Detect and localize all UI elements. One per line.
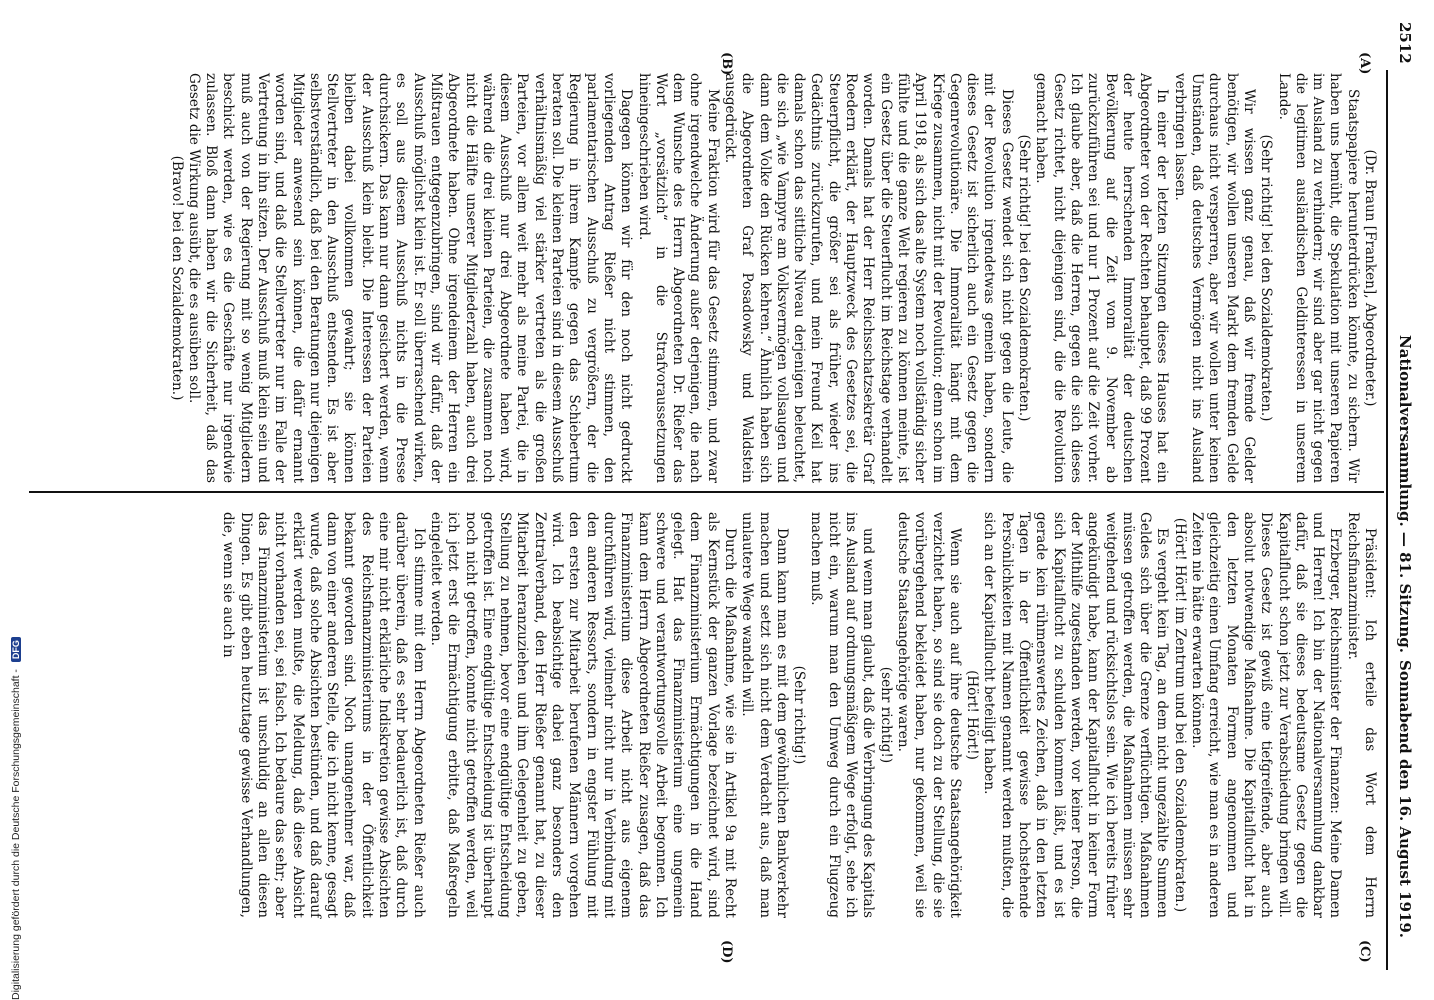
digitization-credit <box>10 570 22 1000</box>
paragraph: Wenn sie auch auf ihre deutsche Staatsangehörigkeit verzichtet haben, so sind sie doch zu der Stellung, die sie vorübergehend bekleidet haben, nur gekommen, weil sie deutsche Staatsangehörige waren. <box>894 512 963 918</box>
interjection: (Sehr richtig!) <box>791 665 808 765</box>
margin-mark-b: (B) <box>719 52 734 76</box>
paragraph: Präsident: Ich erteile das Wort dem Herrn Reichsfinanzminister. <box>1344 512 1378 918</box>
margin-mark-c: (C) <box>1357 940 1372 963</box>
paragraph: Meine Fraktion wird für das Gesetz stimmen, und zwar ohne irgendwelche Änderung außer derjenigen, die nach dem Wunsche des Herrn Abgeordneten Dr. Rießer das Wort „vorsätzlich“ in die Strafvoraussetzungen hineingeschrieben wird. <box>635 73 721 483</box>
paragraph: Es vergeht kein Tag, an dem nicht ungezählte Summen Geldes sich über die Grenze verflüchtigen. Maßnahmen müssen getroffen werden, die Maßnahmen müssen sehr weitgehend und rücksichtslos sein. Wie ich bereits früher angekündigt habe, kann der Kapitalflucht in keiner Form der Mithilfe zugestanden werden, vor keiner Person, die sich Kapitalflucht zu schulden kommen läßt, und es ist gerade kein rühmenswertes Zeichen, daß in den letzten Tagen in der Öffentlichkeit gewisse hochstehende Persönlichkeiten mit Namen genannt werden mußten, die sich an der Kapitalflucht beteiligt haben. <box>981 512 1171 918</box>
interjection: (Sehr richtig! bei den Sozialdemokraten.) <box>1258 134 1275 422</box>
paragraph: Wir wissen ganz genau, daß wir fremde Gelder benötigen, wir wollen unseren Markt dem fremden Gelde durchaus nicht versperren, aber wir wollen unter keinen Umständen, daß deutsches Vermögen nicht ins Ausland verbringen lassen. <box>1171 73 1257 483</box>
column-divider <box>29 491 1384 493</box>
margin-mark-d: (D) <box>719 940 734 964</box>
credit-text: Digitalisierung gefördert durch die Deutsche Forschungsgemeinschaft - <box>10 669 22 1000</box>
left-column <box>167 73 1378 483</box>
page-header <box>1392 14 1416 974</box>
speaker-line: (Dr. Braun [Franken], Abgeordneter.) <box>1362 149 1378 407</box>
margin-mark-a: (A) <box>1357 52 1372 75</box>
paragraph: Staatspapiere herunterdrücken könnte, zu sichern. Wir haben uns bemüht, die Spekulation mit unseren Papieren im Ausland zu verhindern; wir sind aber gar nicht gegen die legitimen ausländischen Geldinteressen in unserem Lande. <box>1275 73 1361 483</box>
paragraph: Dagegen können wir für den noch nicht gedruckt vorliegenden Antrag Rießer nicht stimmen, den parlamentarischen Ausschuß zu vergrößern, der die Regierung in ihrem Kampfe gegen das Schiebertum beraten soll. Die kleinen Parteien sind in diesem Ausschuß verhältnismäßig viel stärker vertreten als die großen Parteien, vor allem weit mehr als meine Partei, die in diesem Ausschuß nur drei Abgeordnete haben wird, während die drei kleinen Parteien, die zusammen noch nicht die Hälfte unserer Mitgliederzahl haben, auch drei Abgeordnete haben. Ohne irgendeinem der Herren ein Mißtrauen entgegenzubringen, sind wir dafür, daß der Ausschuß möglichst klein ist. Er soll überraschend wirken, es soll aus diesem Ausschuß nichts in die Presse durchsickern. Das kann nur dann gesichert werden, wenn der Ausschuß klein bleibt. Die Interessen der Parteien bleiben dabei vollkommen gewahrt; sie können Stellvertreter in den Ausschuß entsenden. Es ist aber selbstverständlich, daß bei den Beratungen nur diejenigen Mitglieder anwesend sein können, die dafür ernannt worden sind, und daß die Stellvertreter nur im Falle der Vertretung in ihn sitzen. Der Ausschuß muß klein sein und muß auch von der Regierung mit so wenig Mitgliedern beschickt werden, wie es die Geschäfte nur irgendwie zulassen. Bloß dann haben wir die Sicherheit, daß das Gesetz die Wirkung ausübt, die es ausüben soll. <box>185 73 635 483</box>
dfg-logo: DFG <box>11 637 21 662</box>
interjection: (Bravo! bei den Sozialdemokraten.) <box>168 155 185 401</box>
interjection: (Hört! Hört!) <box>964 670 981 760</box>
page-number: 2512 <box>1396 22 1414 64</box>
right-column <box>219 512 1378 918</box>
session-date: Sonnabend den 16. August 1919. <box>1396 660 1414 938</box>
paragraph: Dann kann man es mit dem gewöhnlichen Bankverkehr machen und setzt sich nicht dem Verdacht aus, daß man unlautere Wege wandeln will. <box>739 512 790 918</box>
header-rule <box>1386 70 1388 970</box>
interjection: (Sehr richtig! bei den Sozialdemokraten.) <box>1016 134 1033 422</box>
paragraph: In einer der letzten Sitzungen dieses Hauses hat ein Abgeordneter von der Rechten behauptet, daß 99 Prozent der heute herrschenden Immoralität der deutschen Bevölkerung auf die Zeit vom 9. November ab zurückzuführen sei und nur 1 Prozent auf die Zeit vorher. Ich glaube aber, daß die Herren, gegen die sich dieses Gesetz richtet, nicht diejenigen sind, die die Revolution gemacht haben. <box>1033 73 1171 483</box>
paragraph: Ich stimme mit dem Herrn Abgeordneten Rießer auch darüber überein, daß es sehr bedauerlich ist, daß durch eine mir nicht erklärliche Indiskretion gewisse Absichten des Reichsfinanzministeriums in der Öffentlichkeit bekannt geworden sind. Noch unangenehmer war, daß dann von einer anderen Stelle, die ich nicht kenne, gesagt wurde, daß solche Absichten bestünden, und daß darauf erklärt werden mußte, die Meldung, daß diese Absicht nicht vorhanden sei, sei falsch. Ich bedaure das sehr; aber das Finanzministerium ist unschuldig an allen diesen Dingen. Es gibt eben heutzutage gewisse Verhandlungen, die, wenn sie auch in <box>220 512 427 918</box>
paragraph: Dieses Gesetz wendet sich nicht gegen die Leute, die mit der Revolution irgendetwas gemein haben, sondern dieses Gesetz ist sicherlich auch ein Gesetz gegen die Gegenrevolutionäre. Die Immoralität hängt mit dem Kriege zusammen, nicht mit der Revolution; denn schon im April 1918, als sich das alte System noch vollständig sicher fühlte und die ganze Welt regieren zu können meinte, ist ein Gesetz über die Steuerflucht im Reichstage verhandelt worden. Damals hat der Herr Reichsschatzsekretär Graf Roedern erklärt, der Hauptzweck des Gesetzes sei, die Steuerpflicht, die größer sei als früher, wieder ins Gedächtnis zurückzurufen, und mein Freund Keil hat damals schon das sittliche Niveau derjenigen beleuchtet, die sich „wie Vampyre am Volksvermögen vollsaugen und dann dem Volke den Rücken kehren.“ Ähnlich haben sich die Abgeordneten Graf Posadowsky und Waldstein ausgedrückt. <box>722 73 1015 483</box>
interjection: (Hört! Hört! im Zentrum und bei den Sozialdemokraten.) <box>1171 517 1188 913</box>
paragraph: Erzberger, Reichsminister der Finanzen: Meine Damen und Herren! Ich bin der Nationalversammlung dankbar dafür, daß sie dieses bedeutsame Gesetz gegen die Kapitalflucht schon jetzt zur Verabschiedung bringen will. Dieses Gesetz ist gewiß eine tiefgreifende, aber auch absolut notwendige Maßnahme. Die Kapitalflucht hat in den letzten Monaten Formen angenommen und gleichzeitig einen Umfang erreicht, wie man es in anderen Zeiten nie hätte erwarten können. <box>1189 512 1344 918</box>
paragraph: Durch die Maßnahme, wie sie in Artikel 9a mit Recht als Kernstück der ganzen Vorlage bezeichnet wird, sind dem Finanzministerium Ermächtigungen in die Hand gelegt. Hat das Finanzministerium eine ungemein schwere und verantwortungsvolle Arbeit begonnen. Ich kann dem Herrn Abgeordneten Rießer zusagen, daß das Finanzministerium diese Arbeit nicht aus eigenem durchführen wird, vielmehr nicht nur in Verbindung mit den anderen Ressorts, sondern in engster Fühlung mit den ersten zur Mitarbeit berufenen Männern vorgehen wird. Ich beabsichtige dabei ganz besonders den Zentralverband, den Herr Rießer genannt hat, zu dieser Mitarbeit heranzuziehen und ihm Gelegenheit zu geben, Stellung zu nehmen, bevor eine endgültige Entscheidung getroffen ist. Eine endgültige Entscheidung ist überhaupt noch nicht getroffen, konnte nicht getroffen werden, weil ich jetzt erst die Ermächtigung erbitte, daß Maßregeln eingeleitet werden. <box>427 512 739 918</box>
interjection: (sehr richtig!) <box>877 666 894 764</box>
paragraph: und wenn man glaubt, daß die Verbringung des Kapitals ins Ausland auf ordnungsmäßigem Wege erfolgt, sehe ich nicht ein, warum man den Umweg durch ein Flugzeug machen muß. <box>808 512 877 918</box>
page-title: Nationalversammlung. — 81. Sitzung. <box>1396 335 1414 653</box>
